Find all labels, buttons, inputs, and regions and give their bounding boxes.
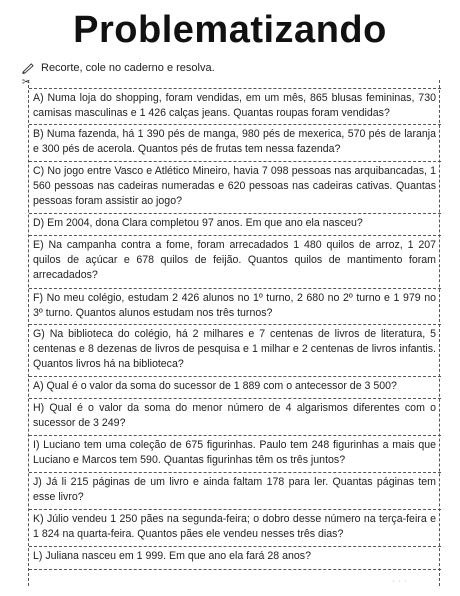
problem-text: J) Já li 215 páginas de um livro e ainda faltam 178 para ler. Quantas páginas tem esse livro? bbox=[33, 476, 436, 503]
problem-h bbox=[29, 398, 441, 435]
problem-text: G) Na biblioteca do colégio, há 2 milhares e 7 centenas de livros de literatura, 5 centenas e 8 dezenas de livros de pesquisa e 1 milhar e 2 centenas de livros infantis. Quantos livros há na biblioteca? bbox=[33, 328, 436, 370]
problem-e bbox=[29, 235, 441, 288]
pencil-icon bbox=[22, 63, 35, 74]
problem-b bbox=[29, 124, 441, 161]
problem-a bbox=[29, 88, 441, 124]
scissors-icon: ✂ bbox=[22, 77, 31, 88]
problem-text: I) Luciano tem uma coleção de 675 figurinhas. Paulo tem 248 figurinhas a mais que Luciano e Marcos tem 590. Quantas figurinhas têm os três juntos? bbox=[33, 439, 436, 466]
problem-text: A) Qual é o valor da soma do sucessor de 1 889 com o antecessor de 3 500? bbox=[33, 380, 397, 392]
problem-f bbox=[29, 288, 441, 324]
problem-text: E) Na campanha contra a fome, foram arrecadados 1 480 quilos de arroz, 1 207 quilos de açúcar e 678 quilos de feijão. Quantos quilos de mantimento foram arrecadados? bbox=[33, 239, 436, 281]
problem-text: H) Qual é o valor da soma do menor número de 4 algarismos diferentes com o sucessor de 3 249? bbox=[33, 402, 436, 429]
problem-a2 bbox=[29, 376, 441, 398]
problem-d bbox=[29, 213, 441, 235]
problem-sheet bbox=[28, 80, 440, 586]
problem-text: D) Em 2004, dona Clara completou 97 anos. Em que ano ela nasceu? bbox=[33, 217, 363, 229]
footer-mark: · · · bbox=[392, 578, 408, 585]
problem-text: L) Juliana nasceu em 1 999. Em que ano ela fará 28 anos? bbox=[33, 550, 311, 562]
problem-j bbox=[29, 472, 441, 509]
page-title: Problematizando bbox=[73, 9, 387, 51]
problem-text: K) Júlio vendeu 1 250 pães na segunda-feira; o dobro desse número na terça-feira e 1 824 na quarta-feira. Quantos pães ele vendeu nesses três dias? bbox=[33, 513, 436, 540]
problem-text: F) No meu colégio, estudam 2 426 alunos no 1º turno, 2 680 no 2º turno e 1 979 no 3º turno. Quantos alunos estudam nos três turnos? bbox=[33, 292, 436, 319]
problem-i bbox=[29, 435, 441, 472]
problem-c bbox=[29, 161, 441, 213]
problem-text: C) No jogo entre Vasco e Atlético Mineiro, havia 7 098 pessoas nas arquibancadas, 1 560 pessoas nas cadeiras numeradas e 620 pessoas nas cadeiras cativas. Quantas pessoas foram assistir ao jogo? bbox=[33, 165, 436, 207]
problem-text: B) Numa fazenda, há 1 390 pés de manga, 980 pés de mexerica, 570 pés de laranja e 300 pés de acerola. Quantos pés de frutas tem nessa fazenda? bbox=[33, 128, 436, 155]
problem-k bbox=[29, 509, 441, 546]
problem-text: A) Numa loja do shopping, foram vendidas, em um mês, 865 blusas femininas, 730 camisas masculinas e 1 426 calças jeans. Quantas roupas foram vendidas? bbox=[33, 92, 436, 119]
problem-l bbox=[29, 546, 441, 570]
problem-g bbox=[29, 324, 441, 376]
instruction-text: Recorte, cole no caderno e resolva. bbox=[41, 62, 215, 74]
instruction-line bbox=[22, 62, 215, 74]
